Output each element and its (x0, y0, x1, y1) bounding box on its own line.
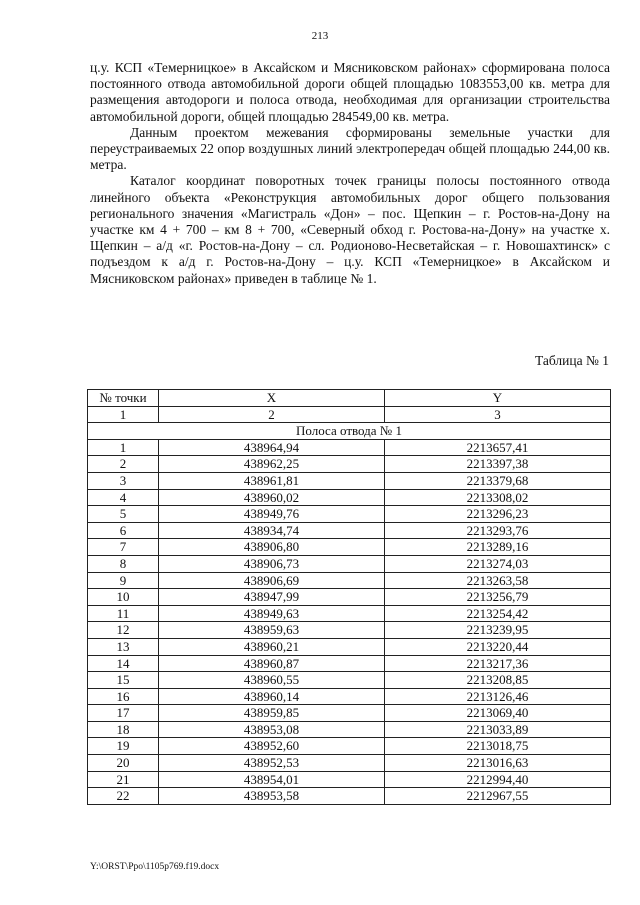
section-title: Полоса отвода № 1 (88, 423, 611, 440)
paragraph: Данным проектом межевания сформированы земельные участки для переустраиваемых 22 опор воздушных линий электропередач общей площадью 244,00 кв. метра. (90, 124, 610, 173)
column-number-row (88, 406, 611, 423)
y-coordinate-cell: 2213254,42 (385, 605, 611, 622)
section-row (88, 423, 611, 440)
point-number-cell: 21 (88, 771, 159, 788)
y-coordinate-cell: 2212967,55 (385, 788, 611, 805)
table-row (88, 705, 611, 722)
y-coordinate-cell: 2213274,03 (385, 555, 611, 572)
y-coordinate-cell: 2213296,23 (385, 506, 611, 523)
x-coordinate-cell: 438934,74 (159, 522, 385, 539)
point-number-cell: 4 (88, 489, 159, 506)
y-coordinate-cell: 2213379,68 (385, 472, 611, 489)
table-row (88, 555, 611, 572)
table-row (88, 539, 611, 556)
y-coordinate-cell: 2212994,40 (385, 771, 611, 788)
table-row (88, 456, 611, 473)
y-coordinate-cell: 2213308,02 (385, 489, 611, 506)
table-row (88, 472, 611, 489)
y-coordinate-cell: 2213293,76 (385, 522, 611, 539)
y-coordinate-cell: 2213033,89 (385, 721, 611, 738)
point-number-cell: 20 (88, 755, 159, 772)
coordinates-table (87, 389, 611, 805)
table-row (88, 522, 611, 539)
table-row (88, 738, 611, 755)
y-coordinate-cell: 2213397,38 (385, 456, 611, 473)
x-coordinate-cell: 438960,55 (159, 672, 385, 689)
point-number-cell: 19 (88, 738, 159, 755)
x-coordinate-cell: 438959,85 (159, 705, 385, 722)
table-row (88, 622, 611, 639)
table-body (88, 439, 611, 804)
table-row (88, 489, 611, 506)
x-coordinate-cell: 438953,58 (159, 788, 385, 805)
point-number-cell: 14 (88, 655, 159, 672)
table-row (88, 721, 611, 738)
point-number-cell: 16 (88, 688, 159, 705)
x-coordinate-cell: 438960,14 (159, 688, 385, 705)
table-header-row (88, 390, 611, 407)
point-number-cell: 8 (88, 555, 159, 572)
point-number-cell: 2 (88, 456, 159, 473)
x-coordinate-cell: 438960,02 (159, 489, 385, 506)
table-row (88, 589, 611, 606)
x-coordinate-cell: 438953,08 (159, 721, 385, 738)
x-coordinate-cell: 438962,25 (159, 456, 385, 473)
page-number: 213 (311, 30, 329, 42)
x-coordinate-cell: 438954,01 (159, 771, 385, 788)
table-row (88, 688, 611, 705)
column-number: 3 (385, 406, 611, 423)
y-coordinate-cell: 2213239,95 (385, 622, 611, 639)
x-coordinate-cell: 438952,53 (159, 755, 385, 772)
y-coordinate-cell: 2213263,58 (385, 572, 611, 589)
point-number-cell: 18 (88, 721, 159, 738)
x-coordinate-cell: 438960,87 (159, 655, 385, 672)
x-coordinate-cell: 438960,21 (159, 638, 385, 655)
x-coordinate-cell: 438906,80 (159, 539, 385, 556)
column-number: 1 (88, 406, 159, 423)
x-coordinate-cell: 438952,60 (159, 738, 385, 755)
header-y: Y (385, 390, 611, 407)
table-row (88, 605, 611, 622)
point-number-cell: 6 (88, 522, 159, 539)
table-row (88, 755, 611, 772)
table-row (88, 672, 611, 689)
table-row (88, 771, 611, 788)
y-coordinate-cell: 2213208,85 (385, 672, 611, 689)
table-row (88, 788, 611, 805)
point-number-cell: 9 (88, 572, 159, 589)
x-coordinate-cell: 438964,94 (159, 439, 385, 456)
point-number-cell: 1 (88, 439, 159, 456)
x-coordinate-cell: 438906,69 (159, 572, 385, 589)
point-number-cell: 10 (88, 589, 159, 606)
y-coordinate-cell: 2213018,75 (385, 738, 611, 755)
y-coordinate-cell: 2213217,36 (385, 655, 611, 672)
table-row (88, 655, 611, 672)
point-number-cell: 7 (88, 539, 159, 556)
y-coordinate-cell: 2213069,40 (385, 705, 611, 722)
point-number-cell: 22 (88, 788, 159, 805)
x-coordinate-cell: 438949,76 (159, 506, 385, 523)
y-coordinate-cell: 2213289,16 (385, 539, 611, 556)
paragraph: ц.у. КСП «Темерницкое» в Аксайском и Мясниковском районах» сформирована полоса постоянного отвода автомобильной дороги общей площадью 1083553,00 кв. метра для размещения автодороги и полоса отвода, необходимая для организации строительства автомобильной дороги, общей площадью 284549,00 кв. метра. (90, 60, 610, 124)
point-number-cell: 12 (88, 622, 159, 639)
header-x: X (159, 390, 385, 407)
x-coordinate-cell: 438906,73 (159, 555, 385, 572)
table-caption: Таблица № 1 (535, 353, 609, 368)
point-number-cell: 3 (88, 472, 159, 489)
header-point-number: № точки (88, 390, 159, 407)
point-number-cell: 17 (88, 705, 159, 722)
x-coordinate-cell: 438947,99 (159, 589, 385, 606)
table-row (88, 638, 611, 655)
point-number-cell: 13 (88, 638, 159, 655)
paragraph: Каталог координат поворотных точек границы полосы постоянного отвода линейного объекта «Реконструкция автомобильных дорог общего пользования регионального значения «Магистраль «Дон» – пос. Щепкин – г. Ростов-на-Дону на участке км 4 + 700 – км 8 + 700, «Северный обход г. Ростова-на-Дону» на участке х. Щепкин – а/д «г. Ростов-на-Дону – сл. Родионово-Несветайская – г. Новошахтинск» с подъездом к а/д г. Ростов-на-Дону – ц.у. КСП «Темерницкое» в Аксайском и Мясниковском районах» приведен в таблице № 1. (90, 173, 610, 286)
body-text (90, 60, 610, 287)
y-coordinate-cell: 2213220,44 (385, 638, 611, 655)
file-path-footer: Y:\ORST\Ppo\1105p769.f19.docx (90, 862, 220, 872)
x-coordinate-cell: 438959,63 (159, 622, 385, 639)
y-coordinate-cell: 2213126,46 (385, 688, 611, 705)
column-number: 2 (159, 406, 385, 423)
table-row (88, 506, 611, 523)
y-coordinate-cell: 2213256,79 (385, 589, 611, 606)
table-row (88, 439, 611, 456)
point-number-cell: 11 (88, 605, 159, 622)
x-coordinate-cell: 438949,63 (159, 605, 385, 622)
point-number-cell: 5 (88, 506, 159, 523)
y-coordinate-cell: 2213016,63 (385, 755, 611, 772)
x-coordinate-cell: 438961,81 (159, 472, 385, 489)
point-number-cell: 15 (88, 672, 159, 689)
y-coordinate-cell: 2213657,41 (385, 439, 611, 456)
table-row (88, 572, 611, 589)
